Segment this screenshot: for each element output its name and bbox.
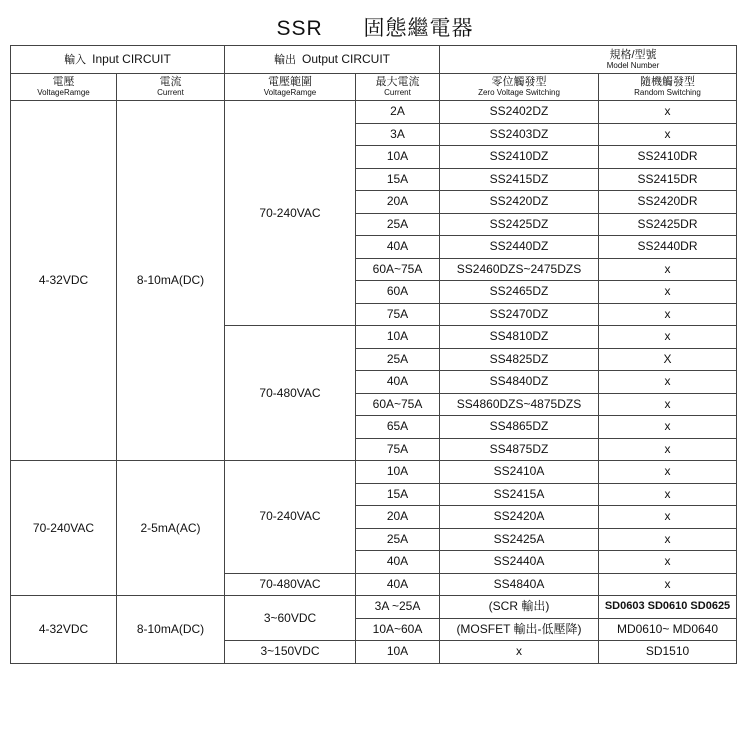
input-current-cell: 8-10mA(DC) bbox=[117, 101, 225, 461]
zero-voltage-model-cell: SS2410A bbox=[440, 461, 599, 484]
voltage-range-cell: 70-240VAC bbox=[225, 101, 356, 326]
max-current-cell: 15A bbox=[356, 483, 440, 506]
zero-voltage-model-cell: SS2420A bbox=[440, 506, 599, 529]
ssr-spec-table bbox=[10, 45, 737, 664]
zero-voltage-model-cell: SS4825DZ bbox=[440, 348, 599, 371]
max-current-cell: 3A ~25A bbox=[356, 596, 440, 619]
zero-voltage-model-cell: (MOSFET 輸出-低壓降) bbox=[440, 618, 599, 641]
random-model-cell: SS2425DR bbox=[599, 213, 737, 236]
max-current-cell: 3A bbox=[356, 123, 440, 146]
random-model-cell: x bbox=[599, 573, 737, 596]
max-current-cell: 10A bbox=[356, 641, 440, 664]
random-model-cell: MD0610~ MD0640 bbox=[599, 618, 737, 641]
zero-voltage-model-cell: SS4860DZS~4875DZS bbox=[440, 393, 599, 416]
input-voltage-cell: 4-32VDC bbox=[11, 101, 117, 461]
zero-voltage-model-cell: SS2440A bbox=[440, 551, 599, 574]
voltage-range-cell: 3~150VDC bbox=[225, 641, 356, 664]
input-voltage-cell: 4-32VDC bbox=[11, 596, 117, 664]
random-model-cell: SS2420DR bbox=[599, 191, 737, 214]
random-model-cell: x bbox=[599, 101, 737, 124]
max-current-cell: 40A bbox=[356, 236, 440, 259]
max-current-cell: 2A bbox=[356, 101, 440, 124]
title-zh: 固態繼電器 bbox=[363, 17, 474, 40]
zero-voltage-model-cell: SS4865DZ bbox=[440, 416, 599, 439]
table-row bbox=[11, 101, 737, 124]
zero-voltage-model-cell: SS2403DZ bbox=[440, 123, 599, 146]
voltage-range-cell: 70-240VAC bbox=[225, 461, 356, 574]
zero-voltage-model-cell: SS2402DZ bbox=[440, 101, 599, 124]
spec-table-body bbox=[11, 101, 737, 664]
voltage-range-cell: 70-480VAC bbox=[225, 573, 356, 596]
col-random: 隨機觸發型 Random Switching bbox=[599, 74, 737, 101]
max-current-cell: 40A bbox=[356, 573, 440, 596]
random-model-cell: x bbox=[599, 438, 737, 461]
random-model-cell: x bbox=[599, 416, 737, 439]
zero-voltage-model-cell: SS2420DZ bbox=[440, 191, 599, 214]
max-current-cell: 10A bbox=[356, 461, 440, 484]
zero-voltage-model-cell: SS2440DZ bbox=[440, 236, 599, 259]
random-model-cell: x bbox=[599, 551, 737, 574]
random-model-cell: x bbox=[599, 506, 737, 529]
random-model-cell: x bbox=[599, 281, 737, 304]
random-model-cell: x bbox=[599, 528, 737, 551]
voltage-range-cell: 3~60VDC bbox=[225, 596, 356, 641]
max-current-cell: 10A~60A bbox=[356, 618, 440, 641]
max-current-cell: 20A bbox=[356, 506, 440, 529]
zero-voltage-model-cell: SS2410DZ bbox=[440, 146, 599, 169]
random-model-cell: x bbox=[599, 303, 737, 326]
col-voltage-range: 電壓範圍 VoltageRamge bbox=[225, 74, 356, 101]
zero-voltage-model-cell: SS4840DZ bbox=[440, 371, 599, 394]
zero-voltage-model-cell: SS2425DZ bbox=[440, 213, 599, 236]
zero-voltage-model-cell: SS4875DZ bbox=[440, 438, 599, 461]
max-current-cell: 75A bbox=[356, 438, 440, 461]
col-max-current: 最大電流 Current bbox=[356, 74, 440, 101]
zero-voltage-model-cell: SS2415DZ bbox=[440, 168, 599, 191]
random-model-cell: SS2415DR bbox=[599, 168, 737, 191]
random-model-cell: x bbox=[599, 461, 737, 484]
zero-voltage-model-cell: SS2415A bbox=[440, 483, 599, 506]
random-model-cell: x bbox=[599, 371, 737, 394]
zero-voltage-model-cell: SS4810DZ bbox=[440, 326, 599, 349]
table-row bbox=[11, 596, 737, 619]
random-model-cell: x bbox=[599, 483, 737, 506]
random-model-cell: x bbox=[599, 393, 737, 416]
max-current-cell: 20A bbox=[356, 191, 440, 214]
page-title bbox=[0, 12, 750, 42]
input-circuit-header: 輸入 Input CIRCUIT bbox=[11, 46, 225, 74]
input-current-cell: 2-5mA(AC) bbox=[117, 461, 225, 596]
zero-voltage-model-cell: SS2425A bbox=[440, 528, 599, 551]
max-current-cell: 40A bbox=[356, 551, 440, 574]
zero-voltage-model-cell: x bbox=[440, 641, 599, 664]
model-number-header: 規格/型號 Model Number bbox=[440, 46, 737, 74]
col-voltage: 電壓 VoltageRamge bbox=[11, 74, 117, 101]
input-current-cell: 8-10mA(DC) bbox=[117, 596, 225, 664]
max-current-cell: 75A bbox=[356, 303, 440, 326]
max-current-cell: 40A bbox=[356, 371, 440, 394]
zero-voltage-model-cell: (SCR 輸出) bbox=[440, 596, 599, 619]
zero-voltage-model-cell: SS2470DZ bbox=[440, 303, 599, 326]
output-circuit-header: 輸出 Output CIRCUIT bbox=[225, 46, 440, 74]
max-current-cell: 65A bbox=[356, 416, 440, 439]
random-model-cell: x bbox=[599, 326, 737, 349]
title-en: SSR bbox=[276, 17, 323, 40]
max-current-cell: 15A bbox=[356, 168, 440, 191]
col-current: 電流 Current bbox=[117, 74, 225, 101]
random-model-cell: SS2410DR bbox=[599, 146, 737, 169]
max-current-cell: 60A~75A bbox=[356, 258, 440, 281]
random-model-cell: SD0603 SD0610 SD0625 bbox=[599, 596, 737, 619]
zero-voltage-model-cell: SS4840A bbox=[440, 573, 599, 596]
max-current-cell: 25A bbox=[356, 213, 440, 236]
max-current-cell: 25A bbox=[356, 348, 440, 371]
table-row bbox=[11, 461, 737, 484]
col-zero-voltage: 零位觸發型 Zero Voltage Switching bbox=[440, 74, 599, 101]
random-model-cell: x bbox=[599, 258, 737, 281]
max-current-cell: 10A bbox=[356, 326, 440, 349]
zero-voltage-model-cell: SS2460DZS~2475DZS bbox=[440, 258, 599, 281]
voltage-range-cell: 70-480VAC bbox=[225, 326, 356, 461]
random-model-cell: x bbox=[599, 123, 737, 146]
max-current-cell: 25A bbox=[356, 528, 440, 551]
max-current-cell: 10A bbox=[356, 146, 440, 169]
random-model-cell: SS2440DR bbox=[599, 236, 737, 259]
max-current-cell: 60A~75A bbox=[356, 393, 440, 416]
zero-voltage-model-cell: SS2465DZ bbox=[440, 281, 599, 304]
random-model-cell: X bbox=[599, 348, 737, 371]
random-model-cell: SD1510 bbox=[599, 641, 737, 664]
max-current-cell: 60A bbox=[356, 281, 440, 304]
input-voltage-cell: 70-240VAC bbox=[11, 461, 117, 596]
